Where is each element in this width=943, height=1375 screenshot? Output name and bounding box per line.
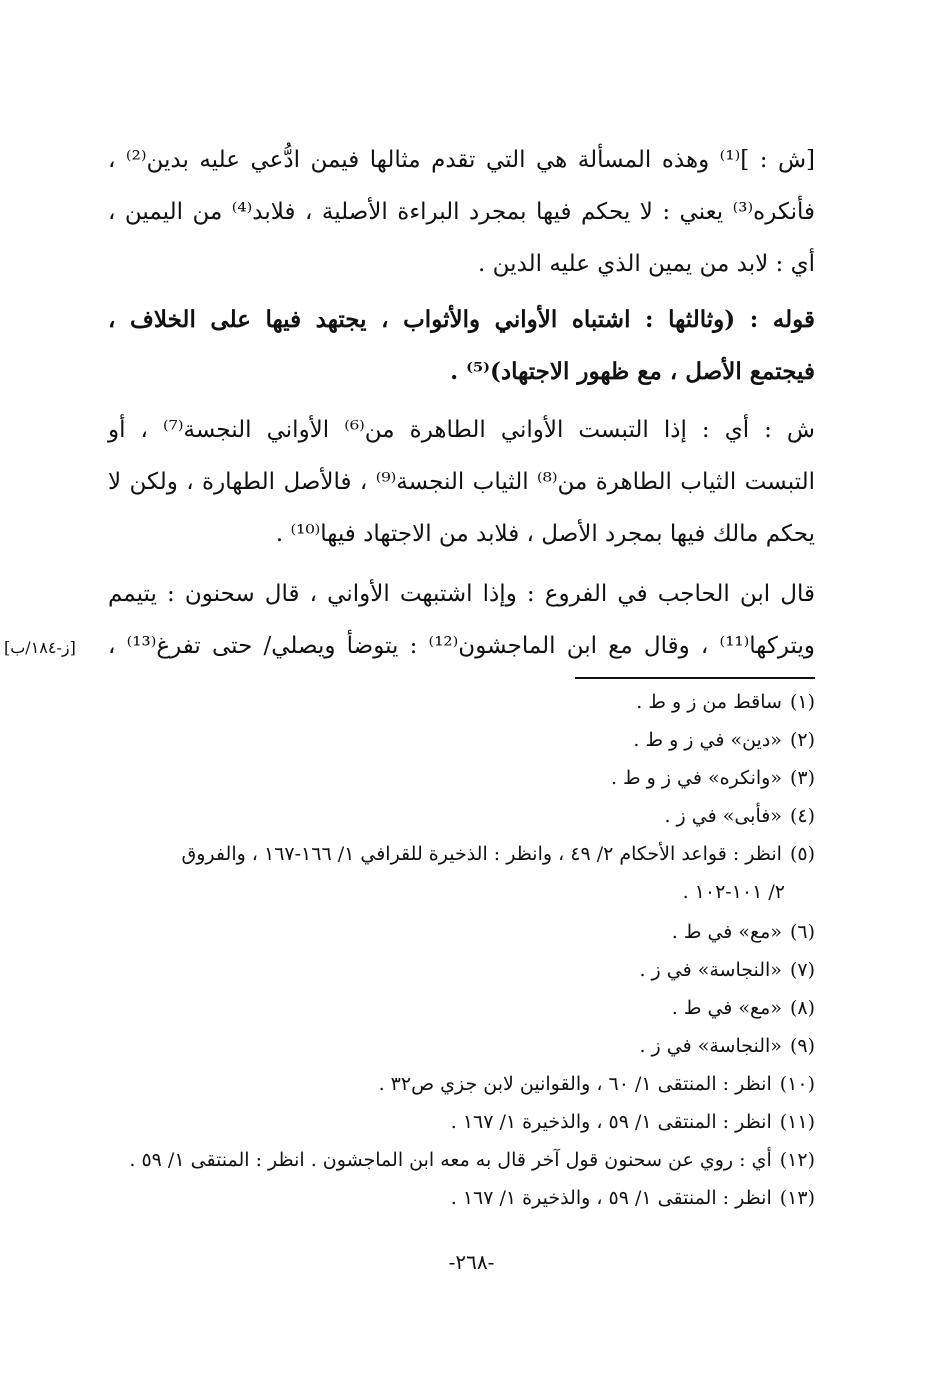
footnote <box>108 1179 815 1217</box>
footnote-number: (٣) <box>789 767 815 789</box>
footnote-text: ساقط من ز و ط . <box>636 691 782 713</box>
footnote-number: (٤) <box>789 805 815 827</box>
footnote <box>108 721 815 759</box>
footnote-number: (٥) <box>789 843 815 865</box>
text-line: قال ابن الحاجب في الفروع : وإذا اشتبهت الأواني ، قال سحنون : يتيمم <box>108 581 815 607</box>
footnote-number: (٨) <box>789 997 815 1019</box>
footnote-text: «فأبى» في ز . <box>664 805 782 827</box>
page-number: -٢٦٨- <box>448 1250 495 1274</box>
text-line: أي : لابد من يمين الذي عليه الدين . <box>478 251 815 277</box>
text-line: يحكم مالك فيها بمجرد الأصل ، فلابد من الاجتهاد فيها⁽¹⁰⁾ . <box>275 521 815 547</box>
text-line: [ش : ]⁽¹⁾ وهذه المسألة هي التي تقدم مثالها فيمن ادُّعي عليه بدين⁽²⁾ ، <box>108 147 815 173</box>
footnote <box>108 759 815 797</box>
footnote <box>108 1141 815 1179</box>
footnote-text: «النجاسة» في ز . <box>639 959 782 981</box>
footnote-number: (١١) <box>779 1111 815 1133</box>
footnote <box>108 913 815 951</box>
footnote <box>108 835 815 911</box>
text-line: فأنكره⁽³⁾ يعني : لا يحكم فيها بمجرد البراءة الأصلية ، فلابد⁽⁴⁾ من اليمين ، <box>108 199 816 225</box>
footnote-number: (١٣) <box>779 1187 815 1209</box>
footnote-number: (٧) <box>789 959 815 981</box>
footnote-text: انظر : المنتقى ١/ ٥٩ ، والذخيرة ١/ ١٦٧ . <box>450 1187 772 1209</box>
footnote <box>108 683 815 721</box>
footnote-number: (١٢) <box>779 1149 815 1171</box>
footnote-number: (٢) <box>789 729 815 751</box>
footnote <box>108 951 815 989</box>
footnote-text: «مع» في ط . <box>671 997 782 1019</box>
text-line: ويتركها⁽¹¹⁾ ، وقال مع ابن الماجشون⁽¹²⁾ : يتوضأ ويصلي/ حتى تفرغ⁽¹³⁾ ، <box>108 633 815 659</box>
footnote-text: «مع» في ط . <box>671 921 782 943</box>
footnote <box>108 797 815 835</box>
text-line: التبست الثياب الطاهرة من⁽⁸⁾ الثياب النجسة⁽⁹⁾ ، فالأصل الطهارة ، ولكن لا <box>108 469 815 495</box>
margin-note: [ز-١٨٤/ب] <box>4 638 76 657</box>
footnote <box>108 1027 815 1065</box>
footnote-text: «دين» في ز و ط . <box>633 729 782 751</box>
footnote-text: «النجاسة» في ز . <box>639 1035 782 1057</box>
quote-line: فيجتمع الأصل ، مع ظهور الاجتهاد)⁽⁵⁾ . <box>450 358 815 385</box>
quote-line: قوله : (وثالثها : اشتباه الأواني والأثواب ، يجتهد فيها على الخلاف ، <box>108 306 815 333</box>
footnote-number: (٦) <box>789 921 815 943</box>
footnote <box>108 1103 815 1141</box>
footnote-text: انظر : قواعد الأحكام ٢/ ٤٩ ، وانظر : الذخيرة للقرافي ١/ ١٦٦-١٦٧ ، والفروق <box>181 843 782 865</box>
footnote-text: أي : روي عن سحنون قول آخر قال به معه ابن الماجشون . انظر : المنتقى ١/ ٥٩ . <box>129 1149 772 1171</box>
footnote <box>108 989 815 1027</box>
footnote-text: «وانكره» في ز و ط . <box>610 767 782 789</box>
footnote <box>108 1065 815 1103</box>
footnote-number: (٩) <box>789 1035 815 1057</box>
footnote-number: (١٠) <box>779 1073 815 1095</box>
footnote-text: انظر : المنتقى ١/ ٥٩ ، والذخيرة ١/ ١٦٧ . <box>450 1111 772 1133</box>
footnote-divider <box>575 677 815 679</box>
footnote-continuation: ٢/ ١٠١-١٠٢ . <box>682 881 785 903</box>
footnote-text: انظر : المنتقى ١/ ٦٠ ، والقوانين لابن جزي ص٣٢ . <box>378 1073 772 1095</box>
footnote-number: (١) <box>789 691 815 713</box>
text-line: ش : أي : إذا التبست الأواني الطاهرة من⁽⁶⁾ الأواني النجسة⁽⁷⁾ ، أو <box>108 417 816 443</box>
